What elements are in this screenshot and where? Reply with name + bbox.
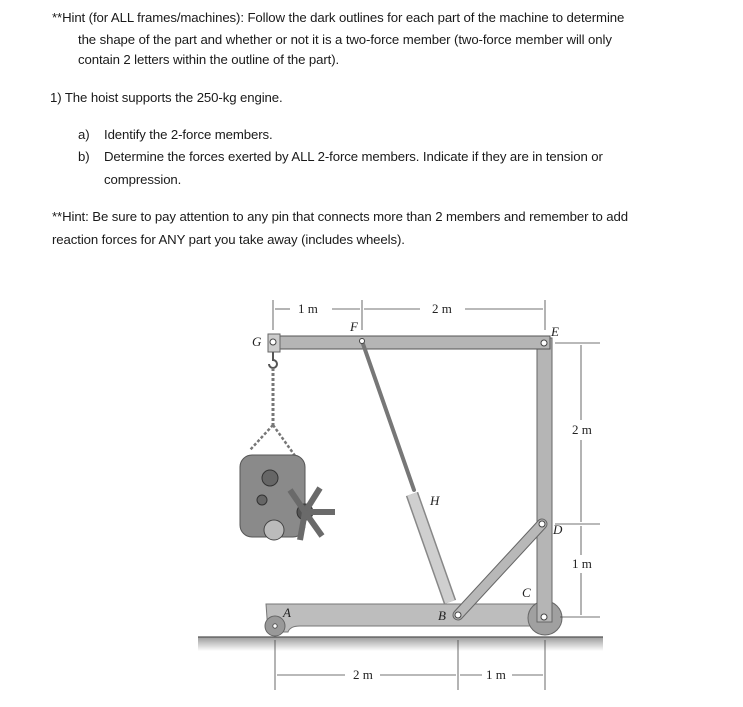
hint-line: **Hint (for ALL frames/machines): Follow the dark outlines for each part of the machine to determine (52, 10, 625, 25)
hook-icon (269, 352, 277, 368)
pin-f (360, 339, 365, 344)
label-f: F (350, 319, 358, 334)
base-frame (266, 604, 540, 632)
brace-bd (458, 524, 542, 615)
label-a: A (283, 605, 291, 620)
label-h: H (430, 493, 440, 508)
label-g: G (252, 334, 262, 349)
label-c: C (522, 585, 531, 600)
dim-top-left: 1 m (298, 301, 318, 316)
engine (240, 455, 335, 540)
pin-c (541, 614, 547, 620)
pin-b (455, 612, 461, 618)
part-text-cont: compression. (104, 172, 182, 187)
dim-bottom-left: 2 m (353, 667, 373, 682)
dim-bottom-right: 1 m (486, 667, 506, 682)
part-marker: a) (78, 127, 90, 142)
piston-rod (362, 341, 414, 490)
problem-statement: 1) The hoist supports the 250-kg engine. (50, 90, 283, 105)
hint-line: contain 2 letters within the outline of the part). (78, 52, 340, 67)
ground (198, 637, 603, 651)
pin-g (270, 339, 276, 345)
part-marker: b) (78, 149, 90, 164)
boom-ge (270, 336, 550, 349)
hint-line: the shape of the part and whether or not it is a two-force member (two-force member will only (78, 32, 612, 47)
label-d: D (553, 522, 563, 537)
part-text: Identify the 2-force members. (104, 127, 273, 142)
hint-line: **Hint: Be sure to pay attention to any pin that connects more than 2 members and remember to add (52, 209, 629, 224)
dim-right-upper: 2 m (572, 422, 592, 437)
dim-right-lower: 1 m (572, 556, 592, 571)
label-e: E (551, 324, 559, 339)
hint-line: reaction forces for ANY part you take away (includes wheels). (52, 232, 405, 247)
pin-d (539, 521, 545, 527)
pin-a (273, 624, 277, 628)
dim-top-right: 2 m (432, 301, 452, 316)
pin-e (541, 340, 547, 346)
label-b: B (438, 608, 446, 623)
post-ec (537, 338, 552, 622)
part-text: Determine the forces exerted by ALL 2-force members. Indicate if they are in tension or (104, 149, 603, 164)
